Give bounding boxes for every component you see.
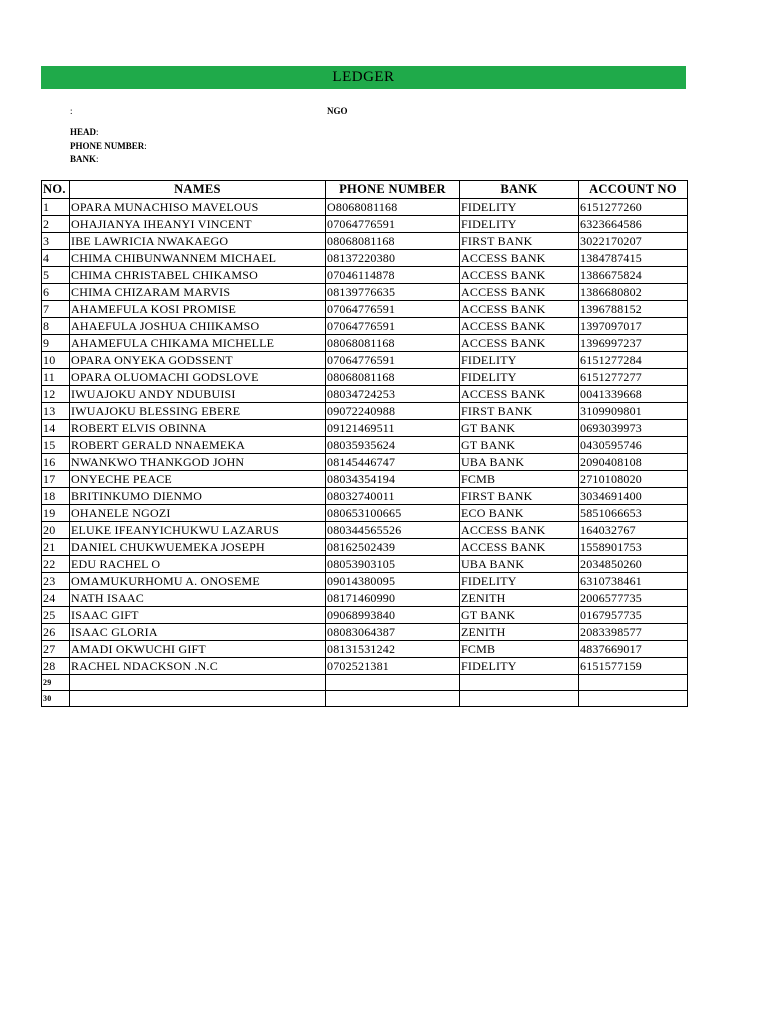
cell-account: 1558901753: [579, 539, 688, 556]
cell-name: EDU RACHEL O: [70, 556, 326, 573]
cell-bank: ACCESS BANK: [460, 539, 579, 556]
cell-account: 1386680802: [579, 284, 688, 301]
cell-bank: FIDELITY: [460, 369, 579, 386]
table-row: [42, 471, 688, 488]
cell-name: IWUAJOKU ANDY NDUBUISI: [70, 386, 326, 403]
cell-phone: 08032740011: [326, 488, 460, 505]
table-row: [42, 488, 688, 505]
cell-no: 11: [42, 369, 70, 386]
cell-account: [579, 691, 688, 707]
cell-phone: 08162502439: [326, 539, 460, 556]
cell-bank: FIDELITY: [460, 199, 579, 216]
cell-name: ROBERT GERALD NNAEMEKA: [70, 437, 326, 454]
cell-account: 2090408108: [579, 454, 688, 471]
cell-phone: [326, 691, 460, 707]
cell-name: NWANKWO THANKGOD JOHN: [70, 454, 326, 471]
table-row: [42, 267, 688, 284]
phone-sep: :: [144, 141, 147, 151]
cell-bank: FIDELITY: [460, 573, 579, 590]
table-row: [42, 658, 688, 675]
table-row: [42, 590, 688, 607]
cell-account: 1397097017: [579, 318, 688, 335]
cell-name: OPARA OLUOMACHI GODSLOVE: [70, 369, 326, 386]
table-row: [42, 505, 688, 522]
cell-account: 164032767: [579, 522, 688, 539]
cell-no: 10: [42, 352, 70, 369]
cell-bank: FIRST BANK: [460, 488, 579, 505]
cell-account: 0430595746: [579, 437, 688, 454]
table-row: [42, 641, 688, 658]
bank-label: BANK: [70, 154, 97, 164]
table-row: [42, 369, 688, 386]
cell-bank: UBA BANK: [460, 556, 579, 573]
table-row: [42, 403, 688, 420]
cell-account: 2034850260: [579, 556, 688, 573]
cell-no: 8: [42, 318, 70, 335]
cell-account: 0041339668: [579, 386, 688, 403]
cell-no: 7: [42, 301, 70, 318]
cell-account: 1396788152: [579, 301, 688, 318]
bank-field: [70, 154, 99, 164]
cell-bank: GT BANK: [460, 437, 579, 454]
cell-phone: 09121469511: [326, 420, 460, 437]
table-row: [42, 539, 688, 556]
cell-name: AHAMEFULA KOSI PROMISE: [70, 301, 326, 318]
cell-name: OPARA MUNACHISO MAVELOUS: [70, 199, 326, 216]
cell-phone: 08083064387: [326, 624, 460, 641]
cell-bank: UBA BANK: [460, 454, 579, 471]
cell-bank: ACCESS BANK: [460, 301, 579, 318]
cell-bank: ACCESS BANK: [460, 284, 579, 301]
cell-phone: 08068081168: [326, 233, 460, 250]
cell-account: 0167957735: [579, 607, 688, 624]
cell-account: 3022170207: [579, 233, 688, 250]
cell-account: 6151277260: [579, 199, 688, 216]
cell-no: 1: [42, 199, 70, 216]
cell-phone: 08145446747: [326, 454, 460, 471]
cell-phone: 07064776591: [326, 301, 460, 318]
cell-no: 9: [42, 335, 70, 352]
cell-bank: [460, 691, 579, 707]
header-no: NO.: [42, 181, 70, 199]
head-sep: :: [96, 127, 99, 137]
cell-account: 2006577735: [579, 590, 688, 607]
cell-no: 21: [42, 539, 70, 556]
cell-no: 26: [42, 624, 70, 641]
cell-no: 23: [42, 573, 70, 590]
cell-bank: FIRST BANK: [460, 233, 579, 250]
cell-name: NATH ISAAC: [70, 590, 326, 607]
table-row: [42, 250, 688, 267]
cell-no: 6: [42, 284, 70, 301]
table-row: [42, 301, 688, 318]
head-field: [70, 127, 99, 137]
cell-phone: 07064776591: [326, 216, 460, 233]
cell-bank: FIDELITY: [460, 658, 579, 675]
ngo-label: NGO: [327, 106, 348, 116]
cell-bank: ACCESS BANK: [460, 386, 579, 403]
cell-name: DANIEL CHUKWUEMEKA JOSEPH: [70, 539, 326, 556]
cell-account: 6151277277: [579, 369, 688, 386]
cell-account: 4837669017: [579, 641, 688, 658]
cell-name: AMADI OKWUCHI GIFT: [70, 641, 326, 658]
cell-phone: 09068993840: [326, 607, 460, 624]
meta-colon: :: [70, 106, 73, 116]
cell-account: 0693039973: [579, 420, 688, 437]
cell-phone: O8068081168: [326, 199, 460, 216]
cell-no: 14: [42, 420, 70, 437]
cell-name: OPARA ONYEKA GODSSENT: [70, 352, 326, 369]
cell-phone: 07064776591: [326, 352, 460, 369]
header-account-no: ACCOUNT NO: [579, 181, 688, 199]
cell-account: 3034691400: [579, 488, 688, 505]
page-title: LEDGER: [332, 69, 395, 85]
table-row: [42, 556, 688, 573]
table-row: [42, 352, 688, 369]
cell-phone: 08137220380: [326, 250, 460, 267]
cell-name: ISAAC GIFT: [70, 607, 326, 624]
cell-no: 18: [42, 488, 70, 505]
cell-bank: ACCESS BANK: [460, 250, 579, 267]
table-row: [42, 437, 688, 454]
cell-no: 16: [42, 454, 70, 471]
cell-bank: FIRST BANK: [460, 403, 579, 420]
cell-bank: GT BANK: [460, 420, 579, 437]
cell-phone: 080344565526: [326, 522, 460, 539]
cell-bank: GT BANK: [460, 607, 579, 624]
cell-no: 29: [42, 675, 70, 691]
cell-bank: ECO BANK: [460, 505, 579, 522]
cell-account: [579, 675, 688, 691]
cell-bank: ZENITH: [460, 590, 579, 607]
cell-name: IBE LAWRICIA NWAKAEGO: [70, 233, 326, 250]
cell-no: 30: [42, 691, 70, 707]
cell-bank: [460, 675, 579, 691]
header-bank: BANK: [460, 181, 579, 199]
cell-account: 6151277284: [579, 352, 688, 369]
cell-name: [70, 675, 326, 691]
cell-account: 1384787415: [579, 250, 688, 267]
cell-phone: 08139776635: [326, 284, 460, 301]
cell-name: CHIMA CHRISTABEL CHIKAMSO: [70, 267, 326, 284]
cell-bank: ACCESS BANK: [460, 267, 579, 284]
cell-phone: 09072240988: [326, 403, 460, 420]
cell-no: 17: [42, 471, 70, 488]
table-row: [42, 624, 688, 641]
cell-phone: 08068081168: [326, 369, 460, 386]
header-names: NAMES: [70, 181, 326, 199]
table-row: [42, 691, 688, 707]
bank-sep: :: [96, 154, 99, 164]
ledger-table: [41, 180, 688, 707]
table-row: [42, 675, 688, 691]
cell-bank: ACCESS BANK: [460, 522, 579, 539]
cell-bank: ACCESS BANK: [460, 318, 579, 335]
cell-phone: 080653100665: [326, 505, 460, 522]
cell-name: BRITINKUMO DIENMO: [70, 488, 326, 505]
cell-account: 1386675824: [579, 267, 688, 284]
cell-phone: 07064776591: [326, 318, 460, 335]
cell-bank: FIDELITY: [460, 216, 579, 233]
cell-phone: 09014380095: [326, 573, 460, 590]
cell-name: AHAMEFULA CHIKAMA MICHELLE: [70, 335, 326, 352]
cell-no: 27: [42, 641, 70, 658]
cell-name: IWUAJOKU BLESSING EBERE: [70, 403, 326, 420]
cell-bank: FIDELITY: [460, 352, 579, 369]
cell-phone: 07046114878: [326, 267, 460, 284]
table-row: [42, 199, 688, 216]
cell-account: 2083398577: [579, 624, 688, 641]
table-header-row: [42, 181, 688, 199]
table-row: [42, 522, 688, 539]
cell-name: ELUKE IFEANYICHUKWU LAZARUS: [70, 522, 326, 539]
cell-account: 2710108020: [579, 471, 688, 488]
cell-no: 15: [42, 437, 70, 454]
cell-account: 5851066653: [579, 505, 688, 522]
cell-name: OHANELE NGOZI: [70, 505, 326, 522]
cell-no: 28: [42, 658, 70, 675]
cell-name: AHAEFULA JOSHUA CHIIKAMSO: [70, 318, 326, 335]
cell-phone: 08053903105: [326, 556, 460, 573]
cell-account: 6323664586: [579, 216, 688, 233]
cell-name: OMAMUKURHOMU A. ONOSEME: [70, 573, 326, 590]
phone-field: [70, 141, 147, 151]
cell-name: ROBERT ELVIS OBINNA: [70, 420, 326, 437]
cell-name: OHAJIANYA IHEANYI VINCENT: [70, 216, 326, 233]
table-row: [42, 454, 688, 471]
table-row: [42, 386, 688, 403]
ledger-title-banner: [41, 66, 686, 89]
table-row: [42, 335, 688, 352]
table-row: [42, 420, 688, 437]
table-row: [42, 318, 688, 335]
cell-account: 3109909801: [579, 403, 688, 420]
cell-name: CHIMA CHIBUNWANNEM MICHAEL: [70, 250, 326, 267]
table-row: [42, 216, 688, 233]
table-row: [42, 607, 688, 624]
cell-phone: 08034354194: [326, 471, 460, 488]
cell-phone: 08131531242: [326, 641, 460, 658]
cell-phone: 08035935624: [326, 437, 460, 454]
table-row: [42, 233, 688, 250]
ledger-body: [42, 199, 688, 707]
phone-label: PHONE NUMBER: [70, 141, 145, 151]
table-row: [42, 573, 688, 590]
cell-no: 22: [42, 556, 70, 573]
cell-name: ONYECHE PEACE: [70, 471, 326, 488]
cell-account: 6310738461: [579, 573, 688, 590]
cell-bank: ZENITH: [460, 624, 579, 641]
header-phone-number: PHONE NUMBER: [326, 181, 460, 199]
cell-no: 13: [42, 403, 70, 420]
cell-no: 4: [42, 250, 70, 267]
cell-no: 12: [42, 386, 70, 403]
cell-no: 5: [42, 267, 70, 284]
cell-no: 3: [42, 233, 70, 250]
cell-no: 25: [42, 607, 70, 624]
cell-no: 24: [42, 590, 70, 607]
cell-name: [70, 691, 326, 707]
table-row: [42, 284, 688, 301]
cell-phone: 08171460990: [326, 590, 460, 607]
cell-phone: [326, 675, 460, 691]
cell-phone: 08068081168: [326, 335, 460, 352]
cell-phone: 08034724253: [326, 386, 460, 403]
head-label: HEAD: [70, 127, 97, 137]
cell-name: ISAAC GLORIA: [70, 624, 326, 641]
cell-bank: ACCESS BANK: [460, 335, 579, 352]
cell-account: 6151577159: [579, 658, 688, 675]
cell-bank: FCMB: [460, 641, 579, 658]
cell-name: RACHEL NDACKSON .N.C: [70, 658, 326, 675]
cell-no: 2: [42, 216, 70, 233]
cell-name: CHIMA CHIZARAM MARVIS: [70, 284, 326, 301]
cell-account: 1396997237: [579, 335, 688, 352]
cell-no: 19: [42, 505, 70, 522]
cell-bank: FCMB: [460, 471, 579, 488]
cell-no: 20: [42, 522, 70, 539]
cell-phone: 0702521381: [326, 658, 460, 675]
